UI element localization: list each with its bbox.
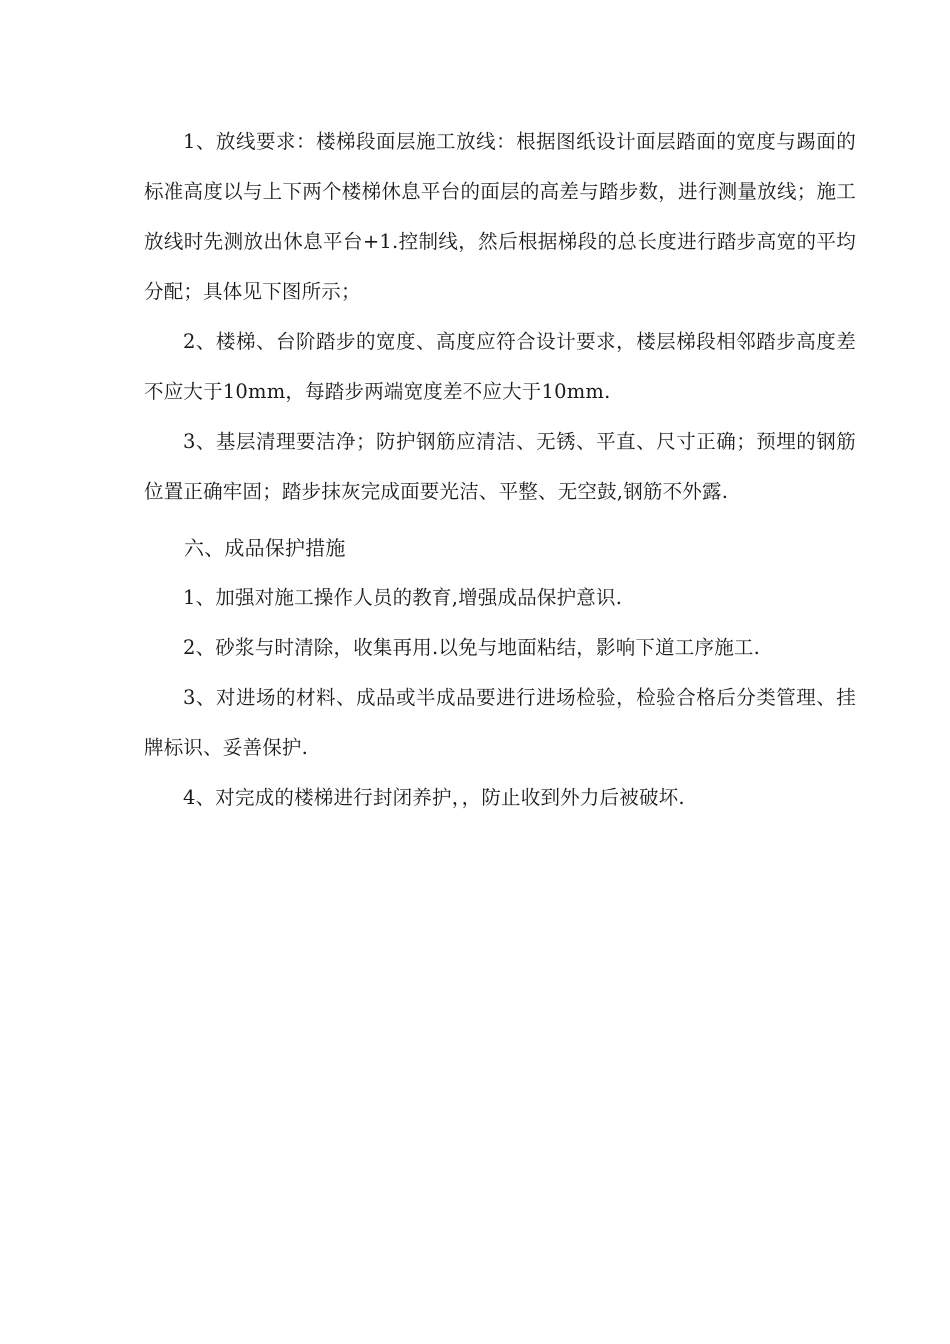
section-heading: 六、成品保护措施 [184, 536, 346, 560]
paragraph-setout-requirements: 1、放线要求：楼梯段面层施工放线：根据图纸设计面层踏面的宽度与踢面的标准高度以与上下两个楼梯休息平台的面层的高差与踏步数，进行测量放线；施工放线时先测放出休息平台+1.控制线，然后根据梯段的总长度进行踏步高宽的平均分配；具体见下图所示； [144, 130, 856, 303]
paragraph-step-dimensions: 2、楼梯、台阶踏步的宽度、高度应符合设计要求，楼层梯段相邻踏步高度差不应大于10mm，每踏步两端宽度差不应大于10mm. [144, 330, 856, 403]
paragraph-protection-1: 1、加强对施工操作人员的教育,增强成品保护意识. [183, 586, 623, 609]
paragraph-protection-4: 4、对完成的楼梯进行封闭养护，，防止收到外力后被破坏. [183, 786, 685, 809]
paragraph-base-cleaning: 3、基层清理要洁净；防护钢筋应清洁、无锈、平直、尺寸正确；预埋的钢筋位置正确牢固；踏步抹灰完成面要光洁、平整、无空鼓,钢筋不外露. [144, 430, 856, 503]
paragraph-protection-2: 2、砂浆与时清除，收集再用.以免与地面粘结，影响下道工序施工. [183, 636, 761, 659]
paragraph-protection-3: 3、对进场的材料、成品或半成品要进行进场检验，检验合格后分类管理、挂牌标识、妥善保护. [144, 686, 856, 759]
document-body [144, 117, 856, 823]
